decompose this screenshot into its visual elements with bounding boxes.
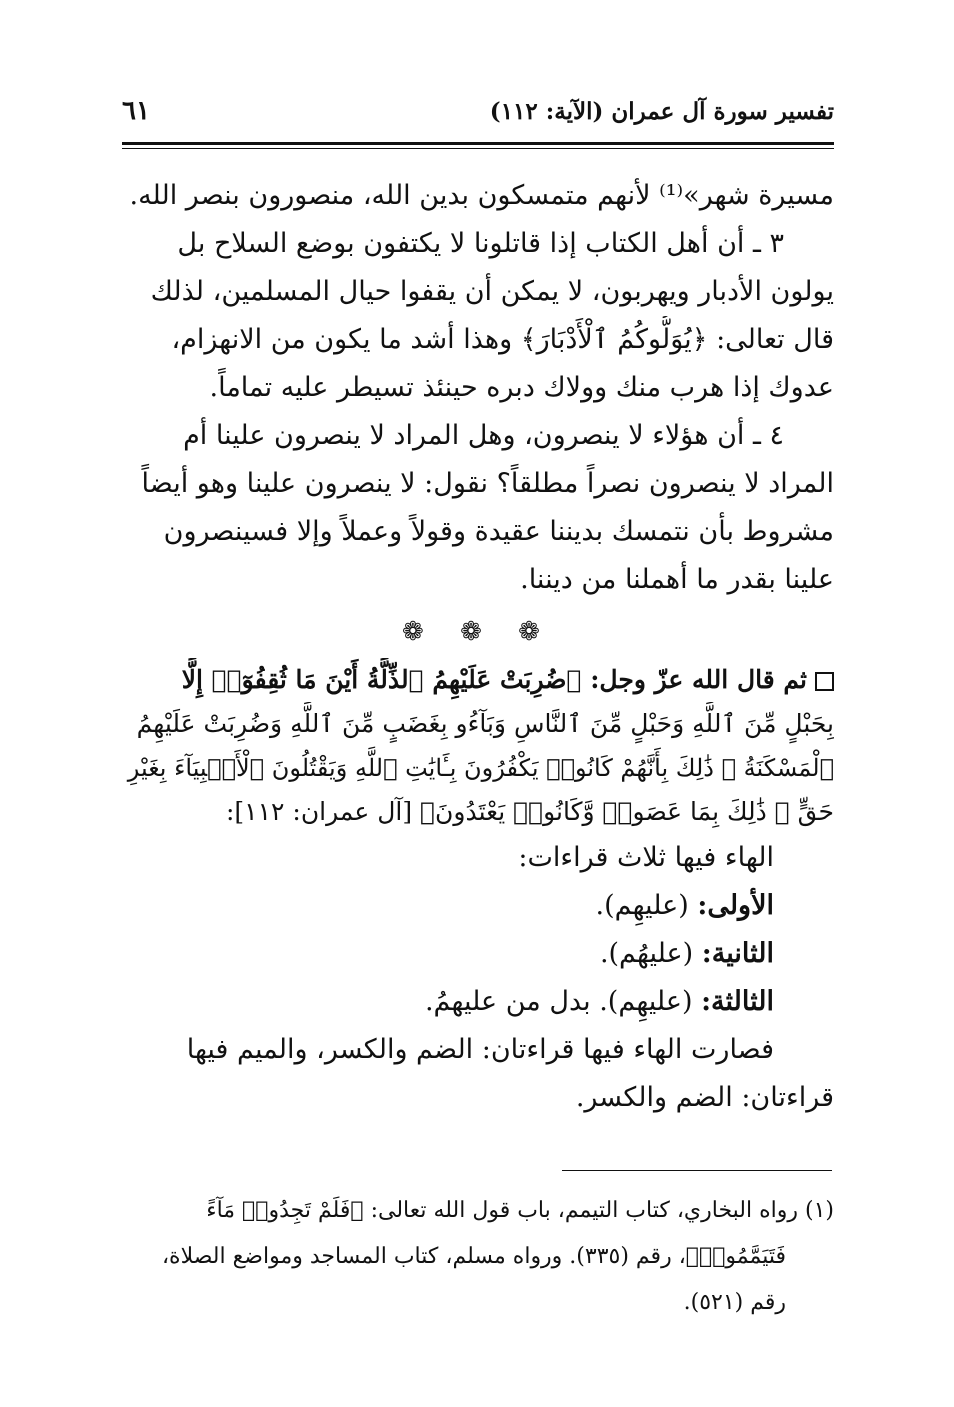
paragraph-line: مشروط بأن نتمسك بديننا عقيدة وقولاً وعملاً وإلا فسينصرون: [163, 516, 834, 547]
verse-line-text: ثم قال الله عزّ وجل: ﴿ضُرِبَتْ عَلَيْهِمُ ٱلذِّلَّةُ أَيْنَ مَا ثُقِفُوٓا۟ إِلَّا: [181, 665, 807, 694]
reading-text: (عليهُم).: [599, 938, 702, 969]
paragraph-line: يولون الأدبار ويهربون، لا يمكن أن يقفوا حيال المسلمين، لذلك: [150, 276, 834, 307]
reading-item: [122, 930, 834, 978]
footnote-rule: [562, 1170, 832, 1171]
page-header: [122, 92, 834, 142]
paragraph-line: المراد لا ينصرون نصراً مطلقاً؟ نقول: لا ينصرون علينا وهو أيضاً: [141, 468, 834, 499]
footnote-line: فَتَيَمَّمُوا۟﴾، رقم (٣٣٥). ورواه مسلم، كتاب المساجد ومواضع الصلاة،: [161, 1244, 786, 1269]
paragraph-line: قراءتان: الضم والكسر.: [575, 1082, 834, 1113]
main-text: [122, 172, 834, 1122]
header-rule-thin: [122, 148, 834, 149]
reading-label: الأولى:: [697, 890, 774, 921]
running-title: تفسير سورة آل عمران (الآية: ١١٢): [489, 98, 834, 125]
verse-line: [122, 658, 834, 702]
paragraph-line: قال تعالى: ﴿يُوَلُّوكُمُ ٱلْأَدْبَارَ﴾ وهذا أشد ما يكون من الانهزام،: [171, 324, 834, 355]
paragraph-line: فصارت الهاء فيها قراءتان: الضم والكسر، والميم فيها: [186, 1034, 774, 1065]
reading-label: الثانية:: [701, 938, 774, 969]
square-bullet-icon: [815, 672, 834, 691]
reading-text: (عليهِم).: [595, 890, 698, 921]
footnote-line: رقم (٥٢١).: [683, 1290, 786, 1315]
verse-block: [122, 658, 834, 834]
paragraph-line: عدوك إذا هرب منك وولاك دبره حينئذ تسيطر عليه تماماً.: [209, 372, 834, 403]
verse-line: ٱلْمَسْكَنَةُ ۚ ذَٰلِكَ بِأَنَّهُمْ كَانُوا۟ يَكْفُرُونَ بِـَٔايَٰتِ ٱللَّهِ وَيَقْتُلُونَ ٱلْأَنۢبِيَآءَ بِغَيْرِ: [127, 754, 834, 782]
reading-label: الثالثة:: [701, 986, 774, 1017]
paragraph-line: مسيرة شهر»⁽¹⁾ لأنهم متمسكون بدين الله، منصورون بنصر الله.: [129, 180, 834, 211]
page-number: ٦١: [122, 96, 150, 126]
paragraph-line: ٤ ـ أن هؤلاء لا ينصرون، وهل المراد لا ينصرون علينا أم: [183, 420, 784, 451]
footnote-line: (١) رواه البخاري، كتاب التيمم، باب قول الله تعالى: ﴿فَلَمْ تَجِدُوا۟ مَآءً: [206, 1198, 834, 1223]
reading-item: [122, 882, 834, 930]
header-rule-thick: [122, 142, 834, 145]
reading-item: [122, 978, 834, 1026]
paragraph-line: ٣ ـ أن أهل الكتاب إذا قاتلونا لا يكتفون بوضع السلاح بل: [177, 228, 784, 259]
reading-text: (عليهِم). بدل من عليهمُ.: [424, 986, 702, 1017]
footnote: [122, 1188, 834, 1326]
readings-intro: الهاء فيها ثلاث قراءات:: [518, 842, 774, 873]
verse-line: بِحَبْلٍ مِّنَ ٱللَّهِ وَحَبْلٍ مِّنَ ٱلنَّاسِ وَبَآءُو بِغَضَبٍ مِّنَ ٱللَّهِ وَضُرِبَتْ عَلَيْهِمُ: [136, 709, 834, 738]
section-separator: ❁ ❁ ❁: [402, 617, 554, 647]
verse-line: حَقٍّ ۚ ذَٰلِكَ بِمَا عَصَوا۟ وَّكَانُوا۟ يَعْتَدُونَ﴾ [آل عمران: ١١٢]:: [225, 797, 834, 826]
paragraph-line: علينا بقدر ما أهملنا من ديننا.: [520, 564, 834, 595]
